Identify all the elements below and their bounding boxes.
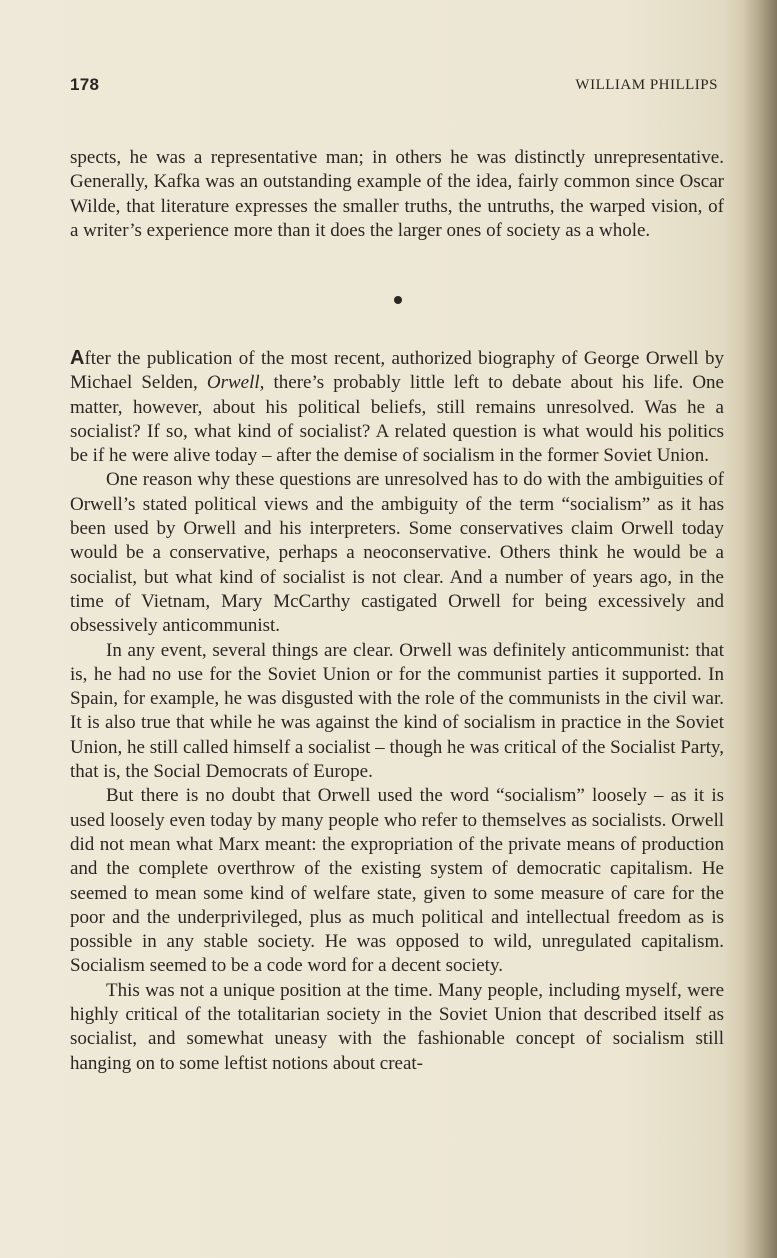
running-head: WILLIAM PHILLIPS bbox=[575, 77, 718, 93]
opening-text-block bbox=[70, 146, 724, 243]
page-number: 178 bbox=[70, 75, 100, 94]
section-separator-dot bbox=[394, 296, 402, 304]
section-text-block bbox=[70, 346, 724, 1076]
first-paragraph-text-start: fter the publication of the most recent, authorized biography of George Orwell by Michael Selden, bbox=[70, 348, 724, 394]
paragraph: One reason why these questions are unresolved has to do with the ambiguities of Orwell’s stated political views and the ambiguity of the term “socialism” as it has been used by Orwell and his interpreters. Some conservatives claim Orwell today would be a conservative, perhaps a neoconservative. Others think he would be a socialist, but what kind of socialist is not clear. And a number of years ago, in the time of Vietnam, Mary McCarthy castigated Orwell for being excessively and obsessively anticommunist. bbox=[70, 469, 724, 637]
book-title: Orwell, bbox=[206, 372, 265, 394]
paragraph: But there is no doubt that Orwell used the word “socialism” loosely – as it is used loosely even today by many people who refer to themselves as socialists. Orwell did not mean what Marx meant: the expropriation of the private means of production and the complete overthrow of the existing system of democratic capitalism. He seemed to mean some kind of welfare state, given to some measure of care for the poor and the underprivileged, plus as much political and intellectual freedom as is possible in any stable society. He was opposed to wild, unregulated capitalism. Socialism seemed to be a code word for a decent society. bbox=[70, 785, 724, 977]
first-paragraph bbox=[70, 346, 724, 468]
drop-letter: A bbox=[70, 347, 85, 369]
paragraph: In any event, several things are clear. Orwell was definitely anticommunist: that is, he had no use for the Soviet Union or for the communist parties it supported. In Spain, for example, he was disgusted with the role of the communists in the civil war. It is also true that while he was against the kind of socialism in practice in the Soviet Union, he still called himself a socialist – though he was critical of the Socialist Party, that is, the Social Democrats of Europe. bbox=[70, 639, 724, 783]
spine-shadow bbox=[743, 0, 777, 1258]
opening-paragraph: spects, he was a representative man; in others he was distinctly unrepresentative. Generally, Kafka was an outstanding example of the idea, fairly common since Oscar Wilde, that literature expresses the smaller truths, the untruths, the warped vision, of a writer’s experience more than it does the larger ones of society as a whole. bbox=[70, 147, 724, 241]
paragraph: This was not a unique position at the time. Many people, including myself, were highly critical of the totalitarian society in the Soviet Union that described itself as socialist, and somewhat uneasy with the fashionable concept of socialism still hanging on to some leftist notions about creat- bbox=[70, 979, 724, 1074]
page-header bbox=[70, 75, 718, 99]
first-paragraph-text-end: there’s probably little left to debate about his life. One matter, however, about his political beliefs, still remains unresolved. Was he a socialist? If so, what kind of socialist? A related question is what would his politics be if he were alive today – after the demise of socialism in the former Soviet Union. bbox=[70, 372, 724, 467]
